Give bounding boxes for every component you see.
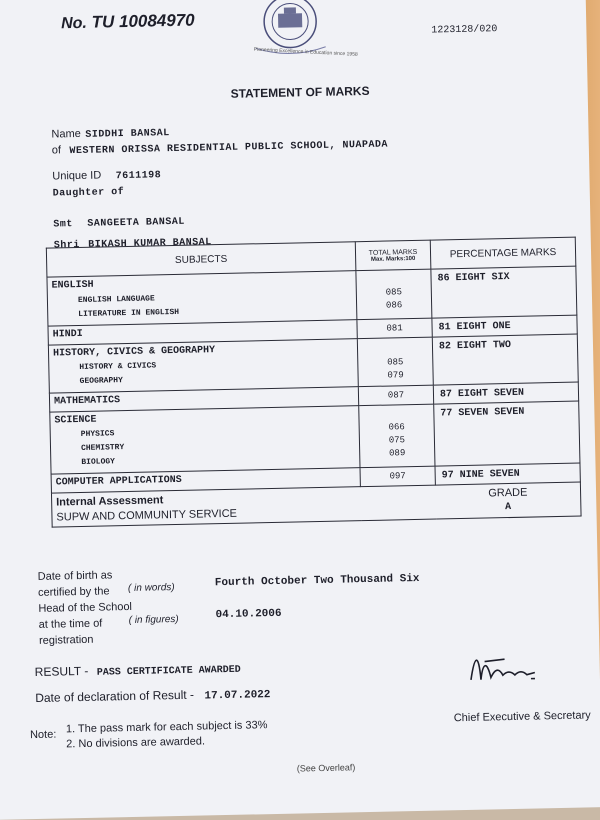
mother-name: SANGEETA BANSAL: [87, 216, 185, 230]
percentage-value: 97 NINE SEVEN: [441, 468, 520, 482]
sub-subject: BIOLOGY: [81, 457, 116, 467]
uid-label: Unique ID: [52, 169, 102, 183]
internal-assessment-label: Internal Assessment: [56, 494, 164, 509]
dob-figures: 04.10.2006: [215, 607, 282, 622]
percentage-value: 86 EIGHT SIX: [437, 271, 510, 285]
dob-label-line: registration: [38, 633, 94, 647]
subject-mark: 086: [385, 300, 403, 311]
sub-subject: ENGLISH LANGUAGE: [77, 294, 155, 306]
col-total-label: TOTAL MARKS: [368, 248, 418, 257]
grade-label: GRADE: [488, 486, 528, 500]
subject-mark: 087: [387, 390, 405, 401]
mother-line: [53, 211, 185, 232]
result-label: RESULT -: [34, 663, 89, 680]
dob-words-label: ( in words): [127, 582, 175, 595]
sub-subject: GEOGRAPHY: [79, 376, 123, 387]
subject-mark: 081: [386, 323, 403, 334]
reference-number: 1223128/020: [431, 24, 498, 37]
col-max-label: Max. Marks:100: [370, 255, 416, 263]
subject-name: HISTORY, CIVICS & GEOGRAPHY: [52, 345, 216, 360]
dob-label-line: certified by the: [37, 585, 110, 599]
col-subjects: SUBJECTS: [46, 242, 356, 277]
subject-name: MATHEMATICS: [53, 395, 121, 408]
note-label: Note:: [29, 728, 57, 742]
note-1: 1. The pass mark for each subject is 33%: [65, 719, 268, 736]
uid-value: 7611198: [115, 170, 162, 183]
dob-figures-label: ( in figures): [128, 613, 179, 627]
school-label: of: [51, 144, 62, 157]
uid-line: [52, 164, 161, 184]
subject-mark: 085: [387, 357, 404, 368]
subject-mark: 066: [388, 422, 405, 433]
serial-prefix: No.: [60, 14, 88, 33]
col-percentage: PERCENTAGE MARKS: [430, 237, 576, 269]
subject-mark: 079: [387, 370, 404, 381]
serial-number: [61, 11, 195, 34]
subject-mark: 075: [388, 435, 406, 446]
note-2: 2. No divisions are awarded.: [66, 735, 206, 751]
subject-mark: 097: [389, 471, 406, 482]
supw-label: SUPW AND COMMUNITY SERVICE: [56, 507, 238, 524]
declaration-line: [35, 684, 271, 707]
relation-label: Daughter of: [52, 187, 125, 200]
percentage-value: 81 EIGHT ONE: [438, 320, 511, 334]
col-total: [355, 240, 431, 271]
dob-label-line: Head of the School: [38, 600, 133, 615]
subject-name: SCIENCE: [54, 414, 97, 427]
school-name: WESTERN ORISSA RESIDENTIAL PUBLIC SCHOOL, NUAPADA: [69, 139, 389, 158]
sub-subject: LITERATURE IN ENGLISH: [78, 307, 180, 320]
dob-label-block: [38, 566, 160, 648]
supw-grade: A: [504, 501, 512, 514]
percentage-value: 82 EIGHT TWO: [438, 339, 512, 353]
dob-label-line: Date of birth as: [37, 569, 113, 583]
declaration-date: 17.07.2022: [204, 689, 271, 703]
percentage-value: 77 SEVEN SEVEN: [440, 406, 525, 420]
name-label: Name: [51, 127, 81, 141]
subject-name: HINDI: [52, 328, 83, 341]
table-row: [50, 401, 580, 474]
subject-name: COMPUTER APPLICATIONS: [55, 474, 182, 489]
subject-mark: 089: [389, 448, 406, 459]
father-name: BIKASH KUMAR BANSAL: [88, 237, 212, 251]
student-name: SIDDHI BANSAL: [85, 128, 170, 141]
signatory-title: Chief Executive & Secretary: [453, 709, 591, 725]
sub-subject: HISTORY & CIVICS: [79, 361, 157, 373]
subject-mark: 085: [385, 287, 403, 298]
dob-label-line: at the time of: [38, 617, 103, 631]
percentage-value: 87 EIGHT SEVEN: [439, 387, 525, 401]
dob-words: Fourth October Two Thousand Six: [214, 572, 420, 590]
mother-label: Smt: [53, 219, 73, 231]
declaration-label: Date of declaration of Result -: [35, 687, 195, 706]
subject-name: ENGLISH: [51, 279, 94, 292]
serial-value: TU 10084970: [91, 10, 195, 32]
sub-subject: PHYSICS: [80, 429, 115, 439]
father-label: Shri: [53, 239, 80, 252]
result-line: [35, 659, 241, 681]
result-value: PASS CERTIFICATE AWARDED: [96, 664, 241, 679]
page-title: STATEMENT OF MARKS: [230, 83, 370, 101]
see-overleaf: (See Overleaf): [296, 762, 356, 774]
seal-motto: Pioneering Excellence in Education since 1958: [253, 46, 358, 58]
signature-icon: [464, 648, 555, 690]
sub-subject: CHEMISTRY: [80, 443, 125, 453]
marks-table: [46, 237, 582, 528]
